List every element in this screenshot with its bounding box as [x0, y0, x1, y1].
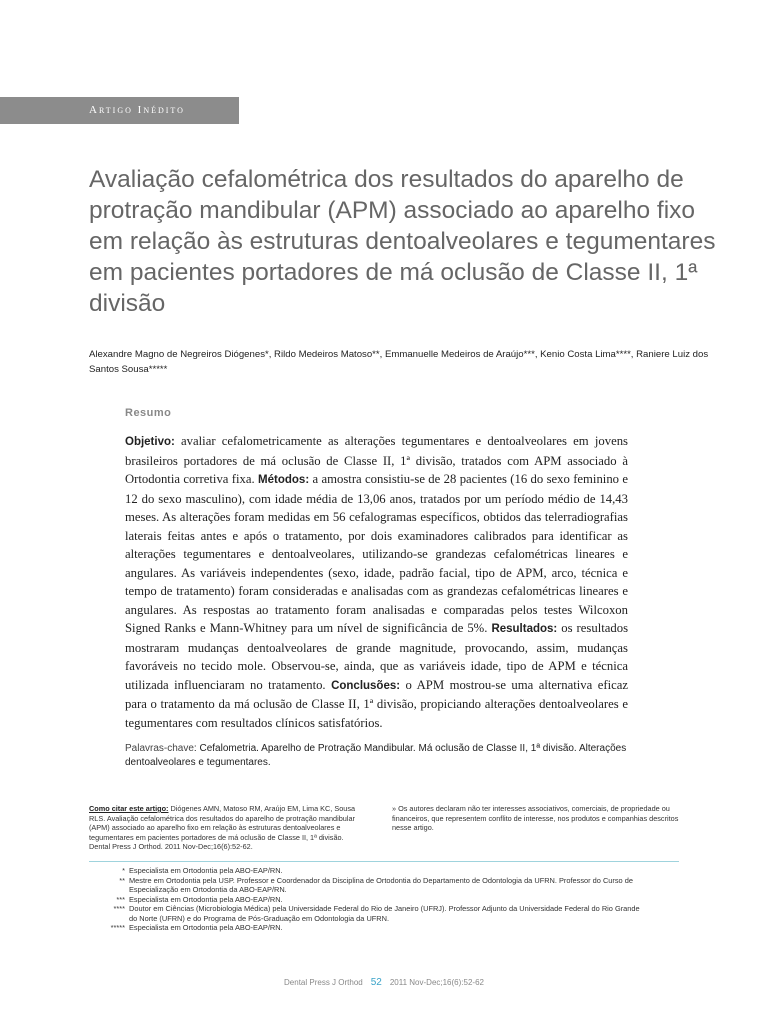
keywords-label: Palavras-chave [125, 743, 194, 754]
affiliation-item: ** Mestre em Ortodontia pela USP. Professor e Coordenador da Disciplina de Ortodontia do Departamento de Odontologia da UFRN. Professor do Curso de Especialização em Ortodontia da ABO-EAP/RN. [119, 875, 633, 894]
conclusoes-label: Conclusões: [331, 679, 401, 692]
affiliation-item: * Especialista em Ortodontia pela ABO-EAP/RN. [122, 866, 283, 875]
footnote-separator [89, 861, 679, 862]
page-number: 52 [370, 977, 382, 988]
citation-block [89, 804, 365, 852]
objetivo-label: Objetivo: [125, 436, 175, 448]
resultados-text: os resultados mostraram mudanças dentoalveolares de grande magnitude, provocando, assim, mudanças favoráveis no tecido mole. Observou-se, ainda, que as variáveis idade, tipo de APM e técnica utilizada influenciaram no tratamento. [125, 621, 629, 692]
abstract-body [125, 432, 628, 732]
footer-journal: Dental Press J Orthod [284, 978, 363, 987]
page-footer [0, 977, 768, 988]
keywords-text: : Cefalometria. Aparelho de Protração Mandibular. Má oclusão de Classe II, 1ª divisão. Alterações dentoalveolares e tegumentares. [125, 743, 627, 768]
keywords [125, 742, 645, 770]
affiliation-item: ***** Especialista em Ortodontia pela ABO-EAP/RN. [110, 923, 283, 932]
citation-label: Como citar este artigo: [89, 804, 169, 813]
affiliation-item: *** Especialista em Ortodontia pela ABO-EAP/RN. [116, 894, 283, 904]
abstract-heading: Resumo [125, 407, 172, 419]
objetivo-text: avaliar cefalometricamente as alterações tegumentares e dentoalveolares em jovens brasileiros portadores de má oclusão de Classe II, 1ª divisão, tratados com APM associado à Ortodontia corretiva fixa. [125, 434, 628, 486]
section-label: Artigo Inédito [89, 104, 185, 116]
metodos-text: a amostra consistiu-se de 28 pacientes (16 do sexo feminino e 12 do sexo masculino), com idade média de 13,06 anos, tratados por um período médio de 14,43 meses. As alterações foram medidas em 56 cefalogramas específicos, obtidos das telerradiografias laterais feitas antes e após o tratamento, por dois examinadores calibrados para identificar as alterações tegumentares e dentoalveolares, utilizando-se grandezas cefalométricas lineares e angulares. As variáveis independentes (sexo, idade, padrão facial, tipo de APM, arco, técnica e tempo de tratamento) foram consideradas e analisadas com as grandezas cefalométricas lineares e angulares. As respostas ao tratamento foram analisadas e comparadas pelos testes Wilcoxon Signed Ranks e Mann-Whitney para um nível de significância de 5%. [125, 472, 629, 635]
resultados-label: Resultados: [491, 623, 558, 635]
citation-text: Diógenes AMN, Matoso RM, Araújo EM, Lima KC, Sousa RLS. Avaliação cefalométrica dos resultados do aparelho de protração mandibular (APM) associado ao aparelho fixo em relação às estruturas dentoalveolares e tegumentares em pacientes portadores de má oclusão de Classe II, 1ª divisão. Dental Press J Orthod. 2011 Nov-Dec;16(6):52-62. [89, 804, 356, 852]
article-title: Avaliação cefalométrica dos resultados do aparelho de protração mandibular (APM) associado ao aparelho fixo em relação às estruturas dentoalveolares e tegumentares em pacientes portadores de má oclusão de Classe II, 1ª divisão [89, 166, 716, 317]
affiliation-item: **** Doutor em Ciências (Microbiologia Médica) pela Universidade Federal do Rio de Janeiro (UFRJ). Professor Adjunto da Universidade Federal do Rio Grande do Norte (UFRN) e do Programa de Pós-Graduação em Odontologia da UFRN. [113, 904, 640, 923]
author-list: Alexandre Magno de Negreiros Diógenes*, Rildo Medeiros Matoso**, Emmanuelle Medeiros de Araújo***, Kenio Costa Lima****, Raniere Luiz dos Santos Sousa***** [89, 349, 709, 375]
conflict-of-interest-note: » Os autores declaram não ter interesses associativos, comerciais, de propriedade ou financeiros, que representem conflito de interesse, nos produtos e companhias descritos nesse artigo. [392, 804, 679, 833]
conclusoes-text: o APM mostrou-se uma alternativa eficaz para o tratamento da má oclusão de Classe II, 1ª divisão, propiciando alterações dentoalveolares e tegumentares com resultados clínicos satisfatórios. [125, 677, 628, 730]
metodos-label: Métodos: [258, 474, 310, 486]
affiliation-list [89, 866, 649, 933]
footer-issue: 2011 Nov-Dec;16(6):52-62 [389, 978, 484, 987]
